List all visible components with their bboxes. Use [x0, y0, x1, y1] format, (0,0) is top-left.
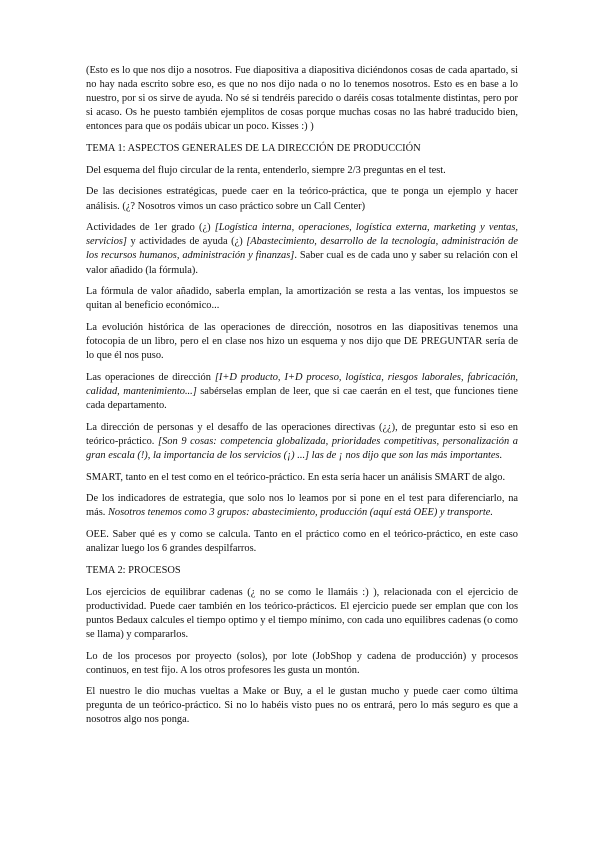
paragraph-indicadores [86, 492, 518, 520]
paragraph-equilibrar-cadenas: Los ejercicios de equilibrar cadenas (¿ no se como le llamáis :) ), relacionada con el ejercicio de productividad. Puede caer también en los teórico-prácticos. El ejercicio puede ser emplan que con los puntos Bedaux calcules el tiempo optimo y el tiempo mínimo, con cada uno equilibres cadenas (o como se llama) y compararlos. [86, 586, 518, 640]
italic-run: [Abastecimiento, desarrollo de la tecnología, administración de los recursos humanos, administración y finanzas] [86, 236, 518, 262]
text-run: Las operaciones de dirección [86, 371, 215, 383]
paragraph-actividades [86, 221, 518, 277]
paragraph-valor-anadido: La fórmula de valor añadido, saberla emplan, la amortización se resta a las ventas, los impuestos se quitan al beneficio económico... [86, 286, 518, 312]
paragraph-procesos: Lo de los procesos por proyecto (solos), por lote (JobShop y cadena de producción) y procesos continuos, en test fijo. A los otros profesores les gusta un montón. [86, 650, 518, 676]
paragraph-smart: SMART, tanto en el test como en el teórico-práctico. En esta sería hacer un análisis SMART de algo. [86, 471, 506, 483]
paragraph-direccion-personas [86, 421, 518, 463]
paragraph-flujo-circular: Del esquema del flujo circular de la renta, entenderlo, siempre 2/3 preguntas en el test. [86, 164, 446, 176]
text-run: . Saber cual es de cada uno y saber su relación con el valor añadido (la fórmula). [86, 250, 519, 276]
italic-run: [Logística interna, operaciones, logística externa, marketing y ventas, servicios] [86, 222, 518, 248]
text-run: sabérselas emplan de leer, que si cae caerán en el test, que funciones tiene cada departamento. [86, 385, 518, 412]
text-run: Actividades de 1er grado (¿) [86, 222, 215, 234]
paragraph-operaciones-direccion [86, 371, 518, 413]
paragraph-oee: OEE. Saber qué es y como se calcula. Tanto en el práctico como en el teórico-práctico, en este caso analizar luego los 6 grandes despilfarros. [86, 529, 518, 555]
section-heading-tema1: TEMA 1: ASPECTOS GENERALES DE LA DIRECCIÓN DE PRODUCCIÓN [86, 143, 421, 155]
italic-run: Nosotros tenemos como 3 grupos: abastecimiento, producción (aquí está OEE) y transporte. [107, 507, 494, 519]
text-run: La dirección de personas y el desaffo de las operaciones directivas (¿¿), de preguntar esto si eso en teórico-práctico. [86, 421, 518, 447]
italic-run: [Son 9 cosas: competencia globalizada, prioridades competitivas, personalización a gran escala (!), la importancia de los servicios (¡) ...] las de ¡ nos dijo que son las más importantes. [86, 435, 518, 461]
intro-paragraph: (Esto es lo que nos dijo a nosotros. Fue diapositiva a diapositiva diciéndonos cosas de cada apartado, si no hay nada escrito sobre eso, es que no nos dijo nada o no lo tenemos nosotros. Esto es en base a lo nuestro, por si os sirve de ayuda. No sé si tendréis parecido o daréis cosas totalmente distintas, pero por si acaso. Os he puesto también ejemplitos de cosas porque muchas cosas no las habré traducido bien, entonces para que os podáis ubicar un poco. Kisses :) ) [86, 65, 518, 133]
text-run: y actividades de ayuda (¿) [126, 236, 247, 248]
text-run: De los indicadores de estrategia, que solo nos lo leamos por si pone en el test para diferenciarlo, na más. [86, 493, 518, 519]
paragraph-decisiones-estrategicas: De las decisiones estratégicas, puede caer en la teórico-práctica, que te ponga un ejemplo y hacer análisis. (¿? Nosotros vimos un caso práctico sobre un Call Center) [86, 186, 518, 212]
italic-run: [I+D producto, I+D proceso, logística, riesgos laborales, fabricación, calidad, mantenimiento...] [86, 371, 518, 397]
section-heading-tema2: TEMA 2: PROCESOS [86, 564, 181, 576]
paragraph-evolucion-historica: La evolución histórica de las operaciones de dirección, nosotros en las diapositivas tenemos una fotocopia de un libro, pero el en clase nos hizo un esquema y nos dijo que DE PREGUNTAR sería de lo que él nos puso. [86, 321, 518, 362]
document-page [86, 64, 518, 735]
paragraph-make-or-buy: El nuestro le dio muchas vueltas a Make or Buy, a el le gustan mucho y puede caer como última pregunta de un teórico-práctico. Si no lo habéis visto pues no os entrará, pero lo más seguro es que a nosotros algo nos ponga. [86, 686, 518, 726]
